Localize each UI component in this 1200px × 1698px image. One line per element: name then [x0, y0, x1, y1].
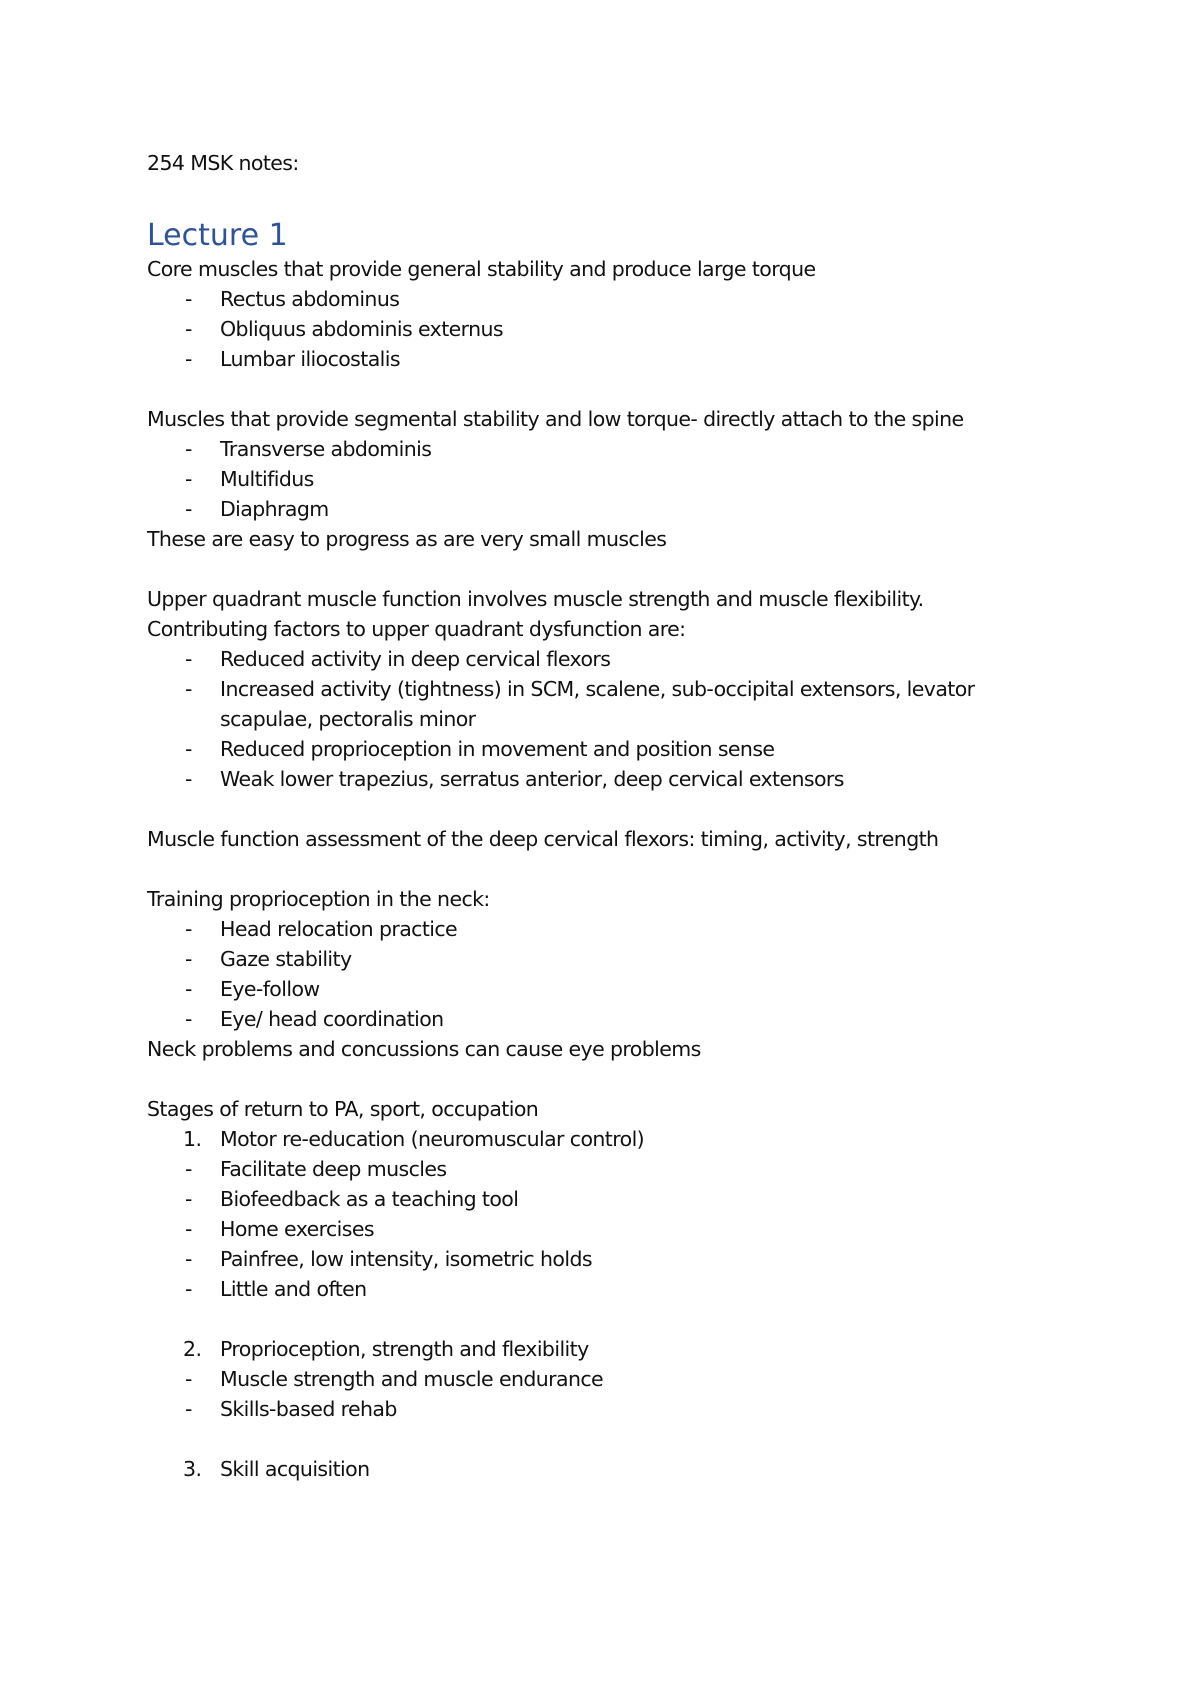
list-item-text: Rectus abdominus — [220, 287, 400, 311]
dash-marker: - — [185, 317, 192, 341]
stages-intro: Stages of return to PA, sport, occupation — [147, 1097, 539, 1121]
stage-2-heading — [147, 1334, 1047, 1364]
list-item — [147, 284, 1047, 314]
upper-quadrant-intro-2: Contributing factors to upper quadrant dysfunction are: — [147, 617, 686, 641]
paragraph-spacer — [147, 794, 1047, 824]
numbered-item — [147, 1334, 1047, 1364]
list-item-text: Facilitate deep muscles — [220, 1157, 447, 1181]
dash-marker: - — [185, 1397, 192, 1421]
list-item-text: Increased activity (tightness) in SCM, scalene, sub-occipital extensors, levator scapulae, pectoralis minor — [220, 677, 975, 731]
proprioception-intro: Training proprioception in the neck: — [147, 887, 490, 911]
numbered-item — [147, 1124, 1047, 1154]
list-item — [147, 764, 1047, 794]
stage-2-list — [147, 1364, 1047, 1424]
upper-quadrant-intro-1: Upper quadrant muscle function involves muscle strength and muscle flexibility. — [147, 587, 924, 611]
list-item — [147, 1004, 1047, 1034]
list-item-text: Lumbar iliocostalis — [220, 347, 400, 371]
segmental-note: These are easy to progress as are very small muscles — [147, 527, 667, 551]
numbered-item — [147, 1454, 1047, 1484]
dash-marker: - — [185, 347, 192, 371]
list-item — [147, 1274, 1047, 1304]
list-item — [147, 914, 1047, 944]
number-marker: 1. — [183, 1127, 202, 1151]
dash-marker: - — [185, 1007, 192, 1031]
dash-marker: - — [185, 1247, 192, 1271]
stage-label: Skill acquisition — [220, 1457, 370, 1481]
list-item-text: Biofeedback as a teaching tool — [220, 1187, 519, 1211]
dash-marker: - — [185, 647, 192, 671]
list-item-text: Multifidus — [220, 467, 314, 491]
dash-marker: - — [185, 737, 192, 761]
list-item — [147, 734, 1047, 764]
paragraph-spacer — [147, 1304, 1047, 1334]
dash-marker: - — [185, 287, 192, 311]
list-item-text: Painfree, low intensity, isometric holds — [220, 1247, 592, 1271]
dash-marker: - — [185, 767, 192, 791]
stage-1-heading — [147, 1124, 1047, 1154]
core-muscles-list — [147, 284, 1047, 374]
stage-3-heading — [147, 1454, 1047, 1484]
dash-marker: - — [185, 1217, 192, 1241]
list-item-text: Eye/ head coordination — [220, 1007, 444, 1031]
list-item-text: Obliquus abdominis externus — [220, 317, 503, 341]
list-item — [147, 974, 1047, 1004]
dash-marker: - — [185, 1367, 192, 1391]
document-title: 254 MSK notes: — [147, 151, 299, 175]
list-item — [147, 1364, 1047, 1394]
list-item-text: Skills-based rehab — [220, 1397, 397, 1421]
list-item-text: Little and often — [220, 1277, 367, 1301]
core-muscles-intro: Core muscles that provide general stability and produce large torque — [147, 257, 816, 281]
list-item-text: Reduced activity in deep cervical flexors — [220, 647, 611, 671]
list-item — [147, 644, 1047, 674]
dash-marker: - — [185, 917, 192, 941]
list-item-text: Diaphragm — [220, 497, 329, 521]
dash-marker: - — [185, 947, 192, 971]
paragraph-spacer — [147, 854, 1047, 884]
list-item — [147, 1154, 1047, 1184]
list-item — [147, 1214, 1047, 1244]
list-item — [147, 434, 1047, 464]
assessment-text: Muscle function assessment of the deep cervical flexors: timing, activity, strength — [147, 827, 939, 851]
list-item — [147, 1244, 1047, 1274]
list-item-text: Muscle strength and muscle endurance — [220, 1367, 604, 1391]
list-item — [147, 1394, 1047, 1424]
list-item — [147, 1184, 1047, 1214]
list-item-text: Gaze stability — [220, 947, 352, 971]
list-item — [147, 314, 1047, 344]
lecture-heading: Lecture 1 — [147, 218, 288, 253]
paragraph-spacer — [147, 374, 1047, 404]
stage-label: Proprioception, strength and flexibility — [220, 1337, 589, 1361]
segmental-muscles-list — [147, 434, 1047, 524]
stage-label: Motor re-education (neuromuscular control) — [220, 1127, 645, 1151]
document-body — [147, 148, 1047, 1484]
dash-marker: - — [185, 467, 192, 491]
proprioception-note: Neck problems and concussions can cause eye problems — [147, 1037, 701, 1061]
list-item — [147, 344, 1047, 374]
list-item — [147, 944, 1047, 974]
stage-1-list — [147, 1154, 1047, 1304]
list-item-text: Transverse abdominis — [220, 437, 432, 461]
paragraph-spacer — [147, 1424, 1047, 1454]
dash-marker: - — [185, 677, 192, 701]
dash-marker: - — [185, 1157, 192, 1181]
list-item — [147, 674, 1047, 734]
proprioception-list — [147, 914, 1047, 1034]
segmental-muscles-intro: Muscles that provide segmental stability and low torque- directly attach to the spine — [147, 407, 964, 431]
list-item-text: Head relocation practice — [220, 917, 458, 941]
list-item-text: Weak lower trapezius, serratus anterior, deep cervical extensors — [220, 767, 844, 791]
list-item-text: Reduced proprioception in movement and position sense — [220, 737, 775, 761]
list-item — [147, 494, 1047, 524]
upper-quadrant-list — [147, 644, 1047, 794]
paragraph-spacer — [147, 554, 1047, 584]
list-item-text: Eye-follow — [220, 977, 320, 1001]
number-marker: 2. — [183, 1337, 202, 1361]
dash-marker: - — [185, 1277, 192, 1301]
number-marker: 3. — [183, 1457, 202, 1481]
dash-marker: - — [185, 437, 192, 461]
dash-marker: - — [185, 1187, 192, 1211]
list-item — [147, 464, 1047, 494]
paragraph-spacer — [147, 1064, 1047, 1094]
list-item-text: Home exercises — [220, 1217, 374, 1241]
dash-marker: - — [185, 497, 192, 521]
dash-marker: - — [185, 977, 192, 1001]
